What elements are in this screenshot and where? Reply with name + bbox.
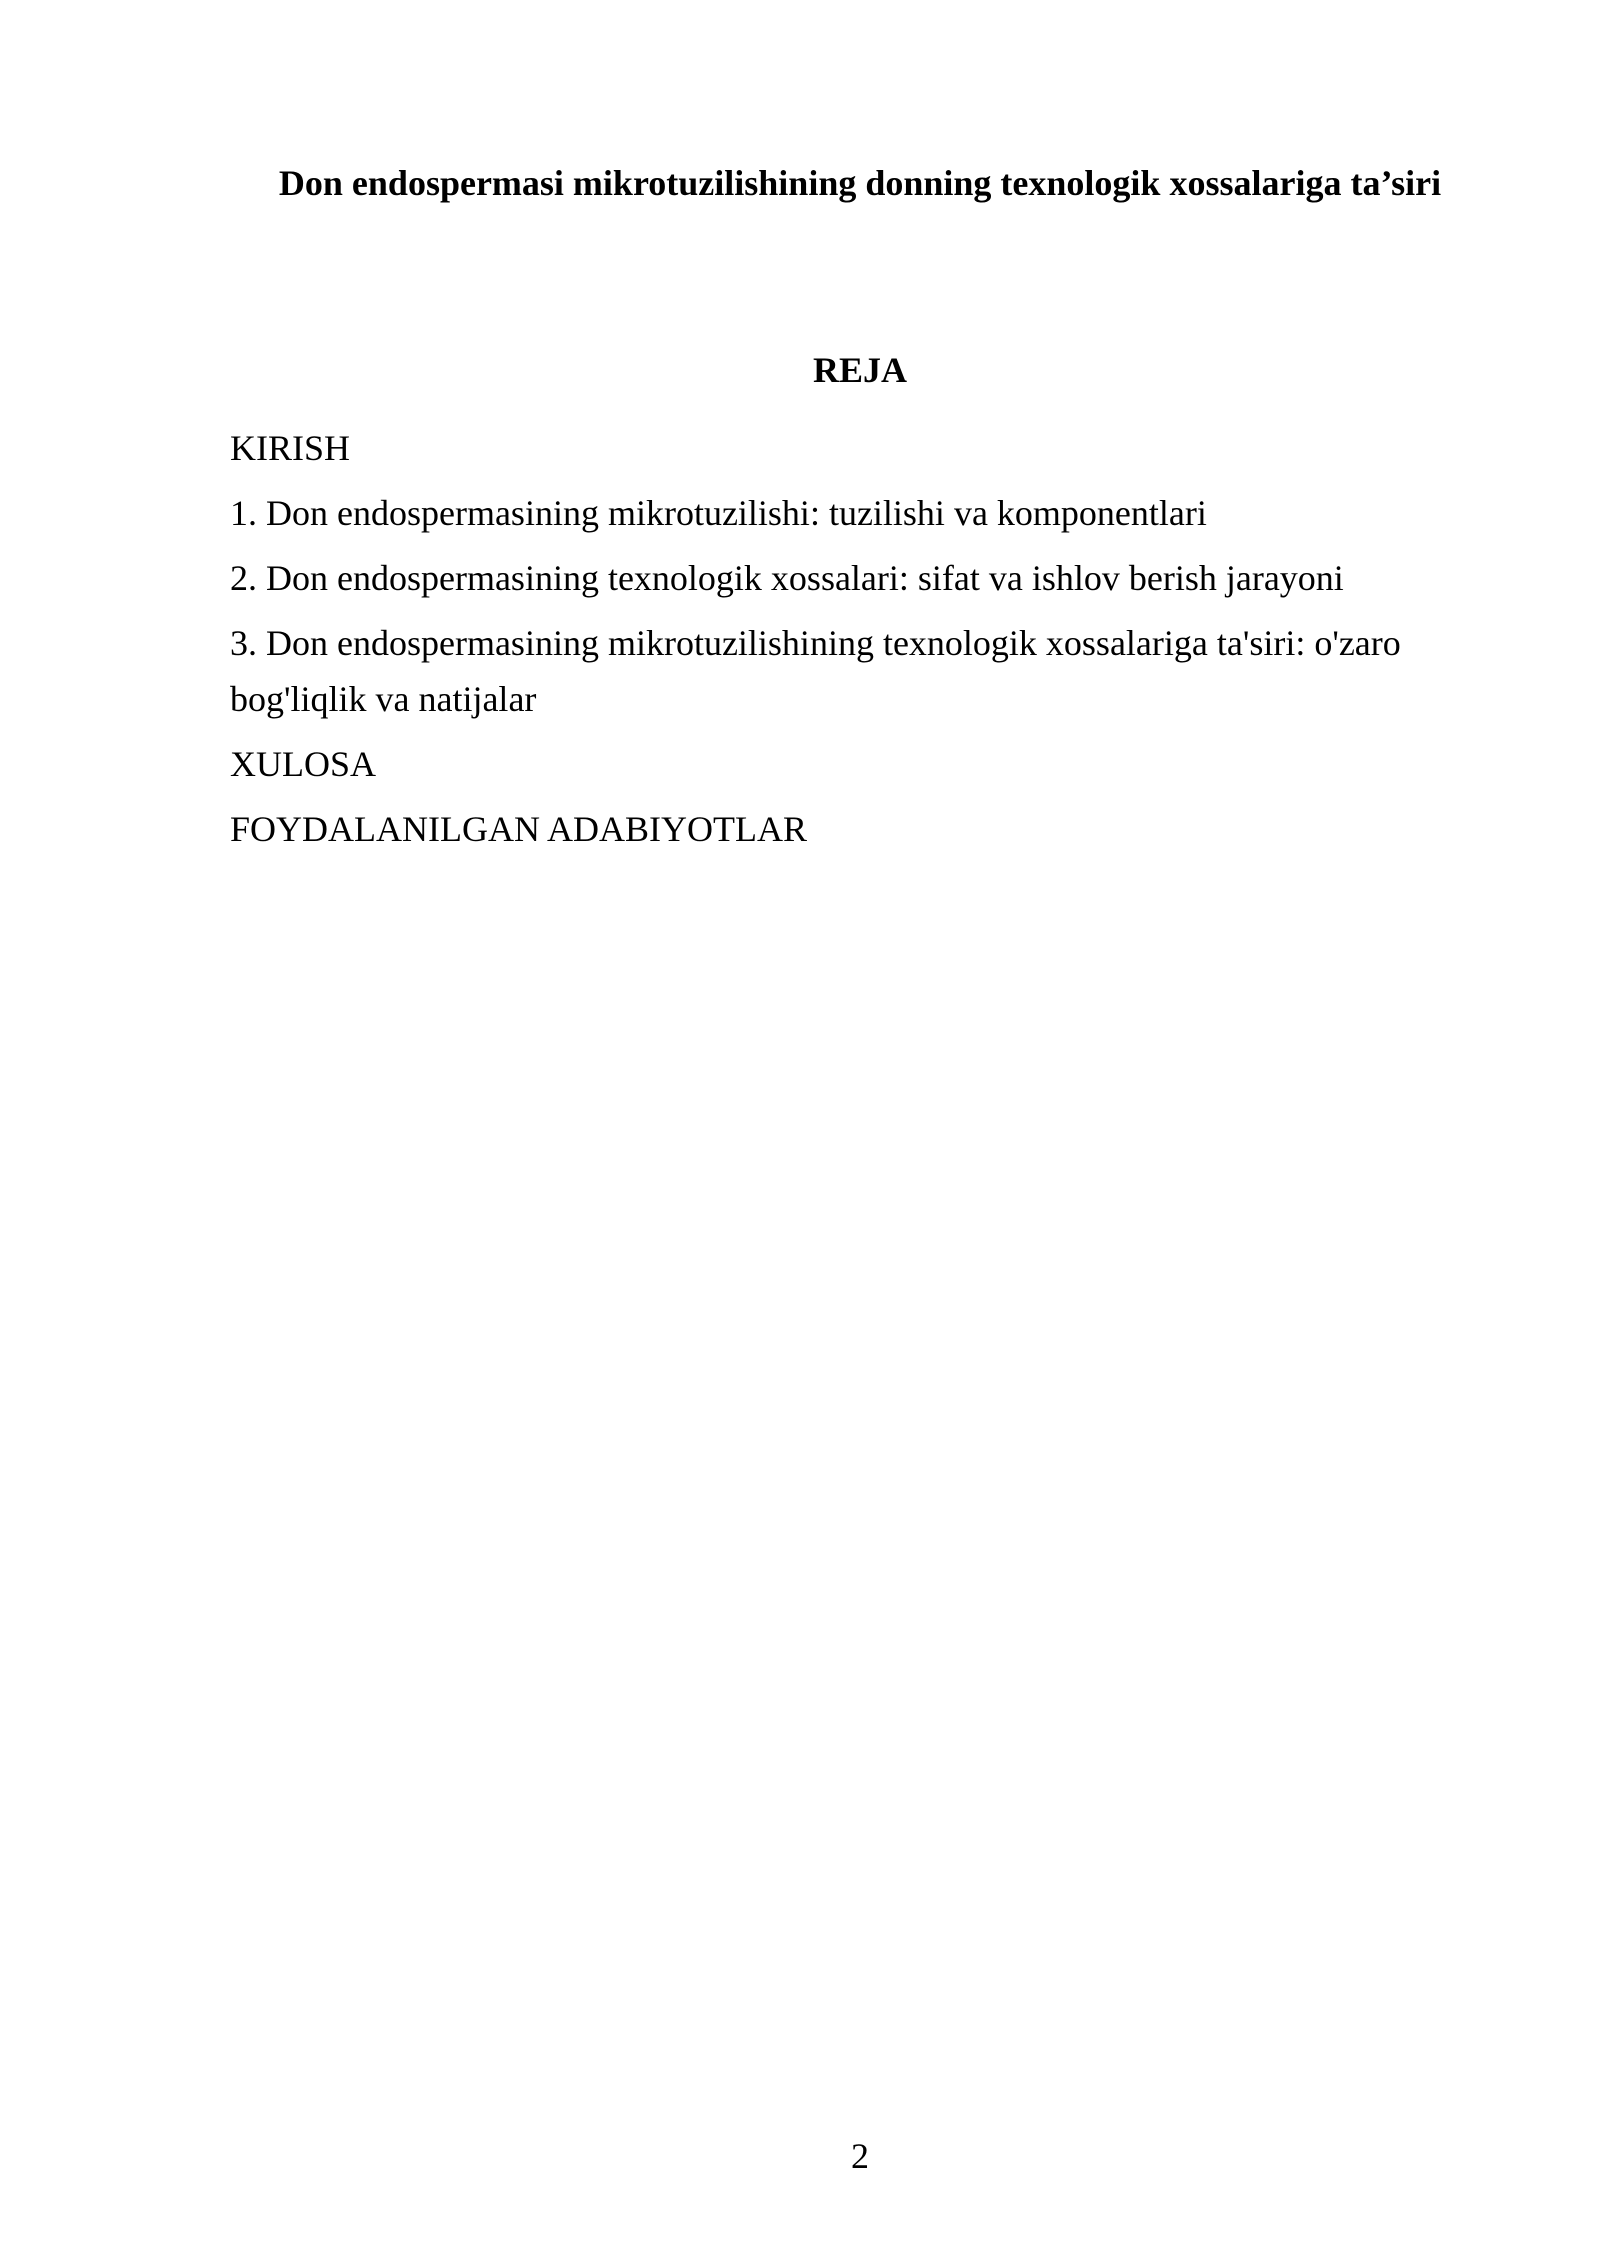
toc-item-conclusion: XULOSA <box>230 744 377 784</box>
document-title: Don endospermasi mikrotuzilishining donning texnologik xossalariga ta’siri <box>278 163 1442 203</box>
toc-item-introduction: KIRISH <box>230 428 351 468</box>
toc-item-3: 3. Don endospermasining mikrotuzilishining texnologik xossalariga ta'siri: o'zaro bog'liqlik va natijalar <box>230 623 1401 719</box>
toc-item-references: FOYDALANILGAN ADABIYOTLAR <box>230 809 807 849</box>
page-number: 2 <box>851 2136 869 2176</box>
toc-item-2: 2. Don endospermasining texnologik xossalari: sifat va ishlov berish jarayoni <box>230 558 1344 598</box>
toc-item-1: 1. Don endospermasining mikrotuzilishi: tuzilishi va komponentlari <box>230 493 1207 533</box>
table-of-contents <box>230 420 1490 866</box>
plan-heading: REJA <box>812 350 907 390</box>
